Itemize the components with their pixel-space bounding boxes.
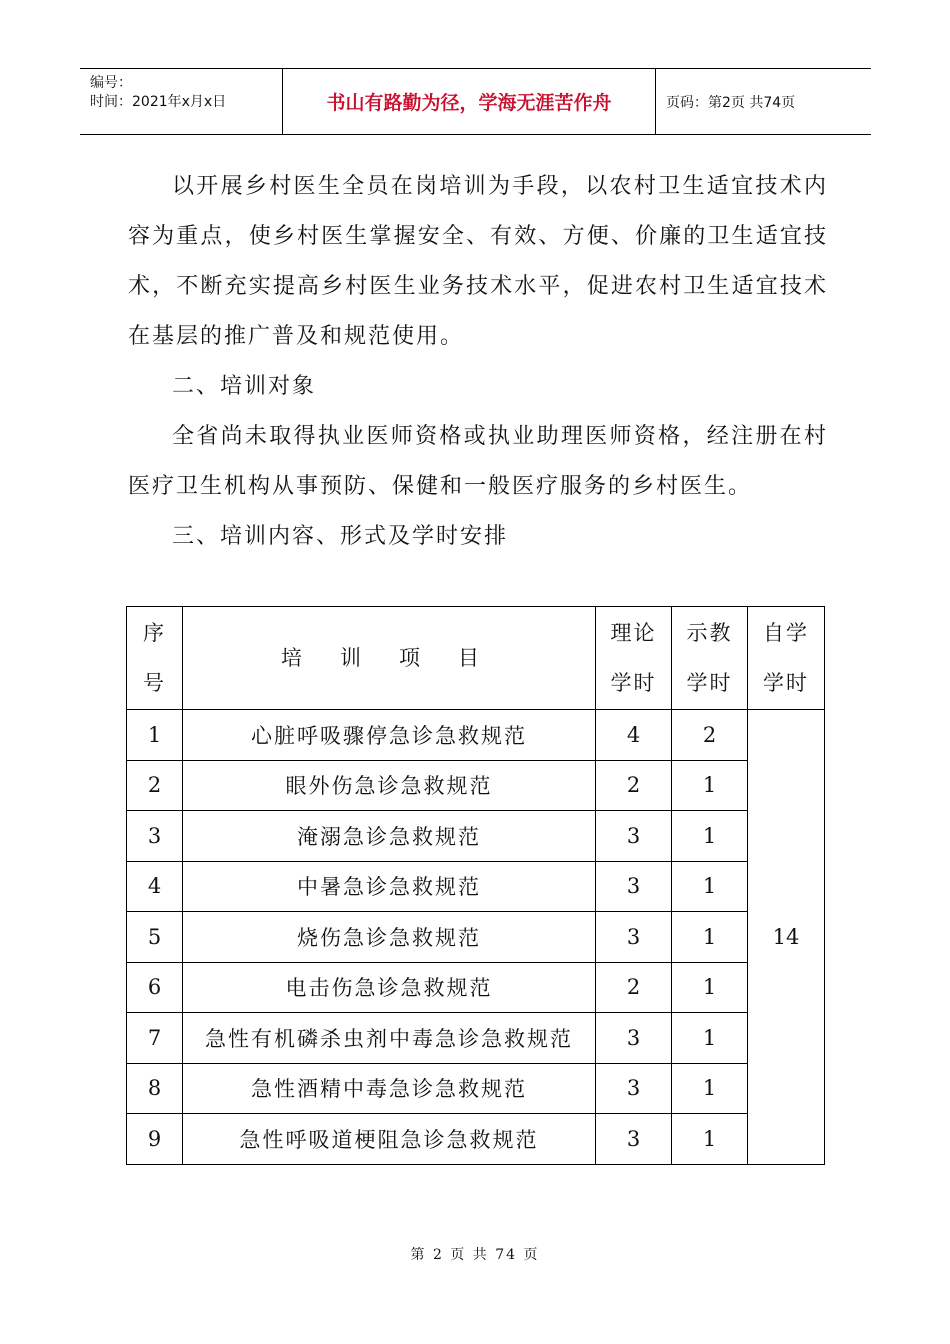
cell-theory: 2 — [596, 760, 672, 811]
cell-seq: 6 — [127, 962, 183, 1013]
cell-item: 电击伤急诊急救规范 — [183, 962, 596, 1013]
cell-seq: 9 — [127, 1114, 183, 1165]
cell-theory: 3 — [596, 811, 672, 862]
table-row — [127, 710, 825, 761]
cell-theory: 3 — [596, 1013, 672, 1064]
table-row — [127, 760, 825, 811]
table-row — [127, 1063, 825, 1114]
cell-seq: 4 — [127, 861, 183, 912]
table-row — [127, 912, 825, 963]
header-meta — [80, 69, 283, 134]
cell-seq: 1 — [127, 710, 183, 761]
cell-self-study-total: 14 — [748, 710, 825, 1165]
header-demo-text: 示教学时 — [686, 621, 733, 695]
cell-demo: 1 — [672, 1063, 748, 1114]
header-theory — [596, 607, 672, 710]
cell-demo: 1 — [672, 1013, 748, 1064]
header-self-text: 自学学时 — [763, 621, 809, 695]
header-time-label: 时间：2021年x月x日 — [90, 94, 227, 110]
cell-demo: 1 — [672, 1114, 748, 1165]
cell-item: 眼外伤急诊急救规范 — [183, 760, 596, 811]
page-footer: 第 2 页 共 74 页 — [410, 1247, 540, 1263]
cell-seq: 2 — [127, 760, 183, 811]
section-2-text: 全省尚未取得执业医师资格或执业助理医师资格，经注册在村医疗卫生机构从事预防、保健和一般医疗服务的乡村医生。 — [128, 424, 828, 499]
cell-seq: 8 — [127, 1063, 183, 1114]
header-item: 培训项目 — [183, 607, 596, 710]
table-row — [127, 861, 825, 912]
cell-demo: 1 — [672, 811, 748, 862]
cell-demo: 1 — [672, 760, 748, 811]
header-seq-text: 序号 — [143, 621, 166, 695]
cell-item: 烧伤急诊急救规范 — [183, 912, 596, 963]
cell-theory: 2 — [596, 962, 672, 1013]
section-3-title: 三、培训内容、形式及学时安排 — [172, 524, 509, 549]
header-theory-text: 理论学时 — [610, 621, 657, 695]
intro-paragraph: 以开展乡村医生全员在岗培训为手段，以农村卫生适宜技术内容为重点，使乡村医生掌握安全、有效、方便、价廉的卫生适宜技术，不断充实提高乡村医生业务技术水平，促进农村卫生适宜技术在基层的推广普及和规范使用。 — [128, 174, 828, 349]
header-demo — [672, 607, 748, 710]
document-body — [128, 162, 828, 562]
header-page-info: 页码：第2页 共74页 — [666, 94, 796, 111]
cell-seq: 7 — [127, 1013, 183, 1064]
cell-theory: 3 — [596, 1063, 672, 1114]
cell-item: 急性呼吸道梗阻急诊急救规范 — [183, 1114, 596, 1165]
table-row — [127, 1114, 825, 1165]
section-2-title: 二、培训对象 — [172, 374, 317, 399]
cell-theory: 3 — [596, 1114, 672, 1165]
header-self — [748, 607, 825, 710]
header-motto: 书山有路勤为径，学海无涯苦作舟 — [283, 69, 656, 134]
cell-item: 心脏呼吸骤停急诊急救规范 — [183, 710, 596, 761]
cell-theory: 3 — [596, 912, 672, 963]
cell-demo: 1 — [672, 861, 748, 912]
cell-seq: 5 — [127, 912, 183, 963]
page-header — [80, 68, 871, 135]
cell-item: 急性有机磷杀虫剂中毒急诊急救规范 — [183, 1013, 596, 1064]
training-schedule-table — [126, 606, 825, 1165]
cell-demo: 1 — [672, 962, 748, 1013]
cell-demo: 2 — [672, 710, 748, 761]
cell-item: 中暑急诊急救规范 — [183, 861, 596, 912]
table-row — [127, 1013, 825, 1064]
cell-item: 淹溺急诊急救规范 — [183, 811, 596, 862]
cell-theory: 3 — [596, 861, 672, 912]
table-row — [127, 962, 825, 1013]
cell-theory: 4 — [596, 710, 672, 761]
cell-demo: 1 — [672, 912, 748, 963]
cell-seq: 3 — [127, 811, 183, 862]
header-seq — [127, 607, 183, 710]
cell-item: 急性酒精中毒急诊急救规范 — [183, 1063, 596, 1114]
header-number-label: 编号： — [90, 75, 132, 91]
table-row — [127, 811, 825, 862]
table-header-row — [127, 607, 825, 710]
